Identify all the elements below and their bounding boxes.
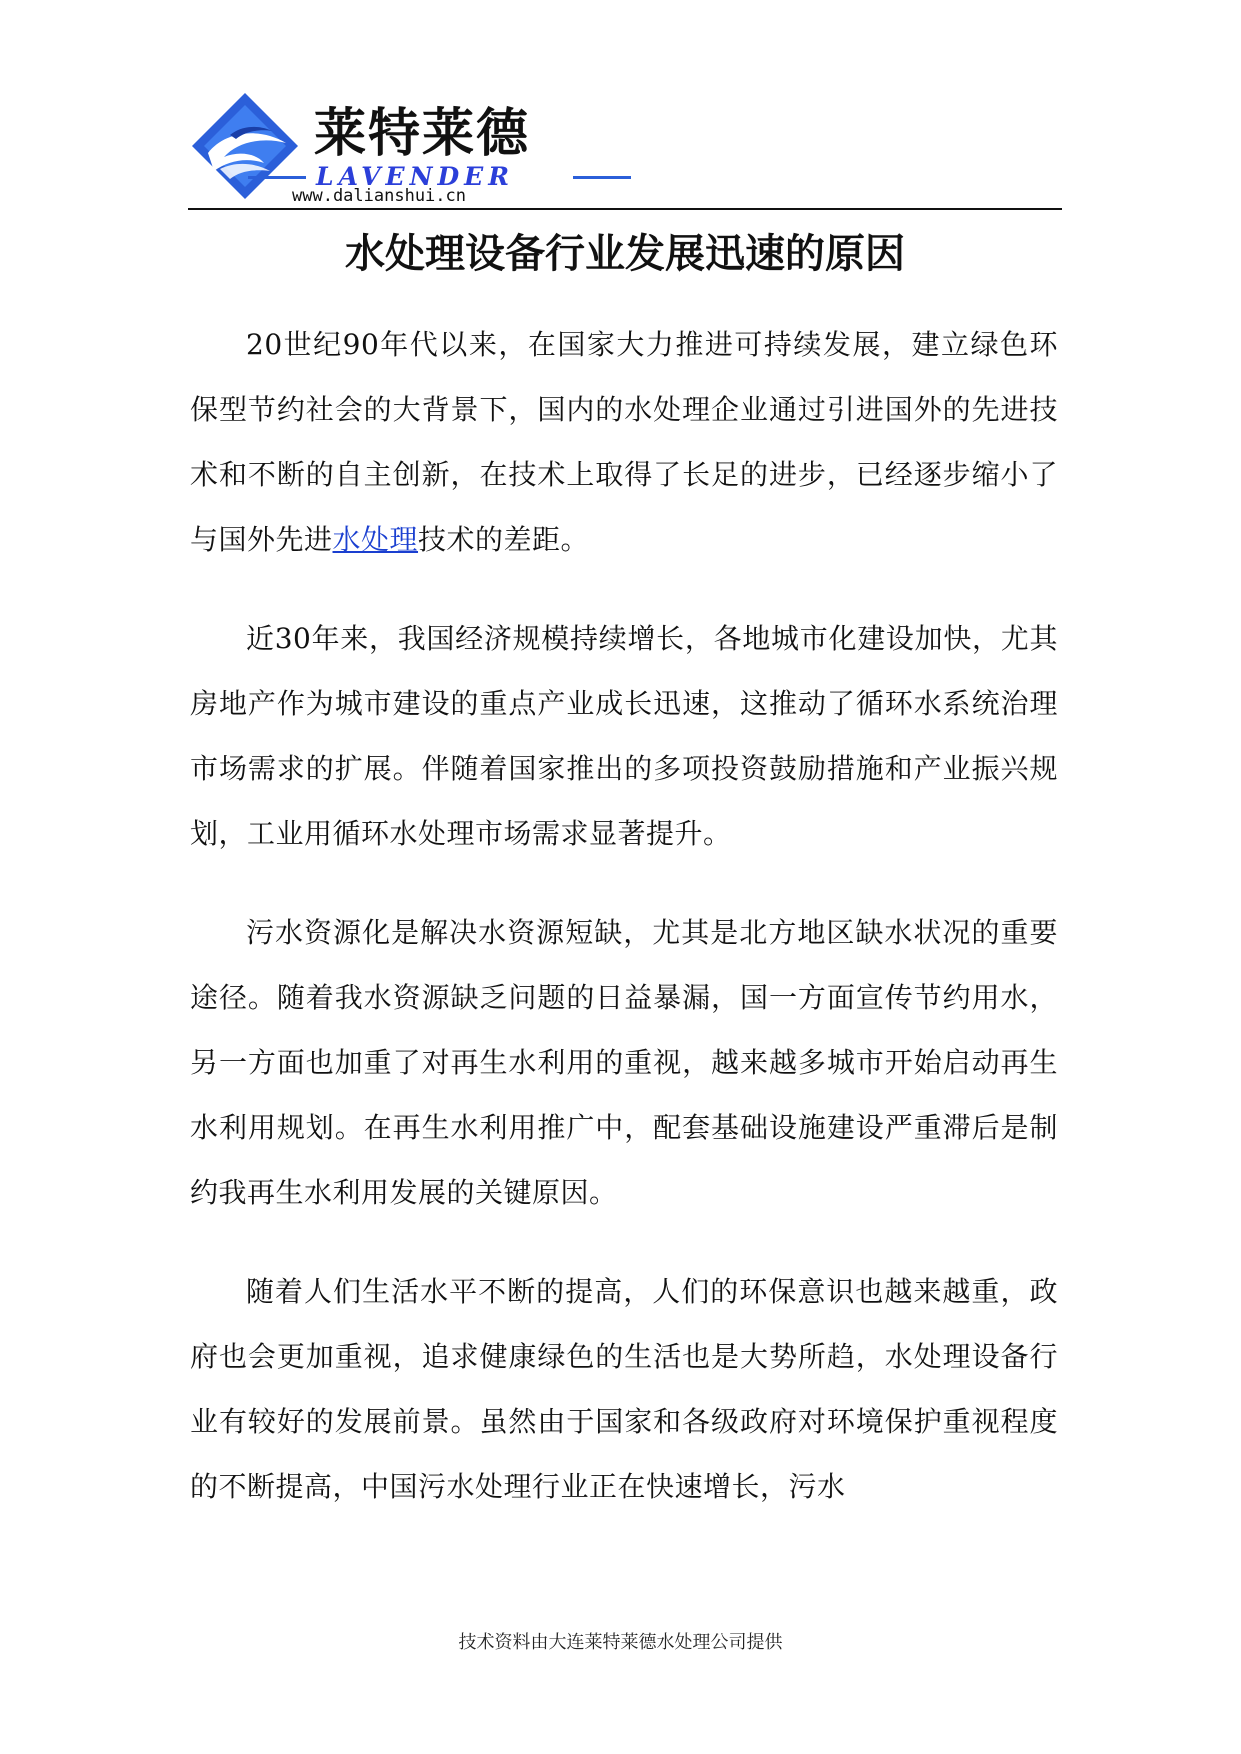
brand-line-right — [573, 176, 631, 179]
brand-english-name: LAVENDER — [316, 162, 514, 191]
paragraph-1 — [190, 312, 1058, 572]
header-divider — [188, 208, 1062, 210]
water-treatment-link[interactable]: 水处理 — [332, 523, 419, 556]
paragraph-3: 污水资源化是解决水资源短缺，尤其是北方地区缺水状况的重要途径。随着我水资源缺乏问题的日益暴漏，国一方面宣传节约用水，另一方面也加重了对再生水利用的重视，越来越多城市开始启动再生水利用规划。在再生水利用推广中，配套基础设施建设严重滞后是制约我再生水利用发展的关键原因。 — [190, 916, 1058, 1209]
brand-chinese-name: 莱特莱德 — [314, 104, 531, 164]
article-body — [190, 312, 1058, 1553]
page-title: 水处理设备行业发展迅速的原因 — [345, 231, 905, 277]
paragraph-2: 近30年来，我国经济规模持续增长，各地城市化建设加快，尤其房地产作为城市建设的重点产业成长迅速，这推动了循环水系统治理市场需求的扩展。伴随着国家推出的多项投资鼓励措施和产业振兴规划，工业用循环水处理市场需求显著提升。 — [190, 622, 1058, 850]
paragraph-1-text-before: 20世纪90年代以来，在国家大力推进可持续发展，建立绿色环保型节约社会的大背景下，国内的水处理企业通过引进国外的先进技术和不断的自主创新，在技术上取得了长足的进步，已经逐步缩小了与国外先进 — [190, 328, 1058, 556]
brand-url: www.dalianshui.cn — [292, 186, 466, 206]
document-header — [190, 85, 1060, 207]
paragraph-1-text-after: 技术的差距。 — [418, 523, 590, 556]
brand-line-left — [248, 176, 306, 179]
page-footer: 技术资料由大连莱特莱德水处理公司提供 — [458, 1632, 783, 1653]
paragraph-4: 随着人们生活水平不断的提高，人们的环保意识也越来越重，政府也会更加重视，追求健康绿色的生活也是大势所趋，水处理设备行业有较好的发展前景。虽然由于国家和各级政府对环境保护重视程度的不断提高，中国污水处理行业正在快速增长，污水 — [190, 1275, 1058, 1503]
